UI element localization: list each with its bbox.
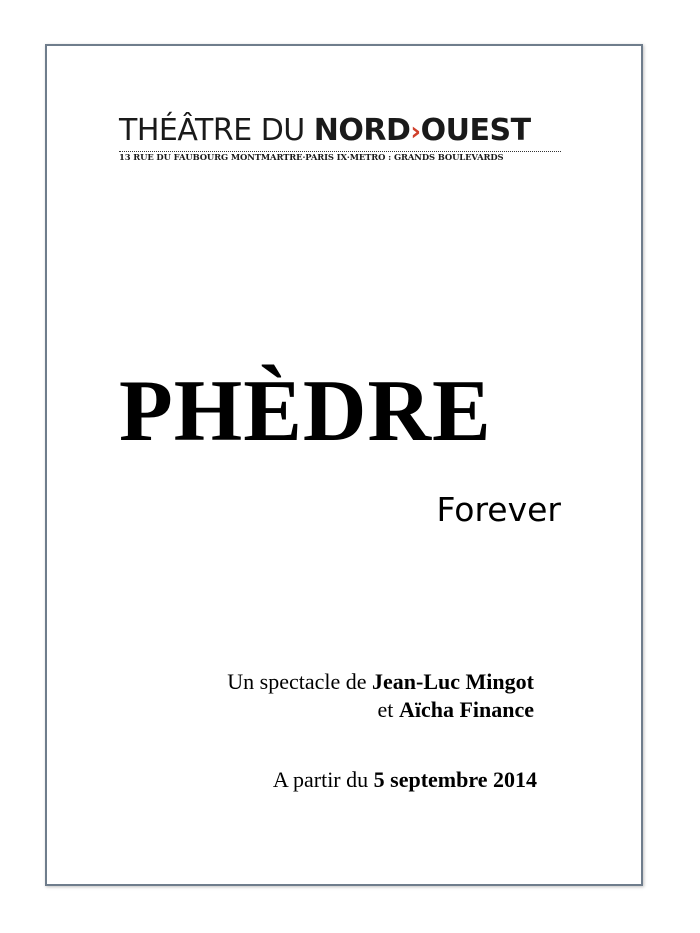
theatre-name-nord: NORD (313, 113, 411, 148)
theatre-address: 13 RUE DU FAUBOURG MONTMARTRE·PARIS IX·METRO : GRANDS BOULEVARDS (119, 152, 504, 162)
credits-prefix: Un spectacle de (227, 669, 373, 694)
theatre-name-light: THÉÂTRE DU (119, 113, 314, 148)
show-credits (227, 668, 534, 724)
credits-author-1: Jean-Luc Mingot (372, 669, 534, 694)
arrow-icon: › (410, 117, 421, 147)
poster-page (45, 44, 643, 886)
show-date (273, 766, 537, 794)
theatre-name (119, 114, 565, 149)
theatre-logo (119, 114, 565, 163)
date-prefix: A partir du (272, 767, 374, 792)
credits-author-2: Aïcha Finance (398, 697, 534, 722)
credits-line-1 (227, 668, 534, 696)
show-subtitle: Forever (436, 490, 561, 529)
credits-connector: et (377, 697, 399, 722)
date-value: 5 septembre 2014 (373, 767, 537, 792)
credits-line-2 (227, 696, 534, 724)
theatre-name-ouest: OUEST (420, 113, 531, 148)
show-title: PHÈDRE (119, 363, 492, 460)
